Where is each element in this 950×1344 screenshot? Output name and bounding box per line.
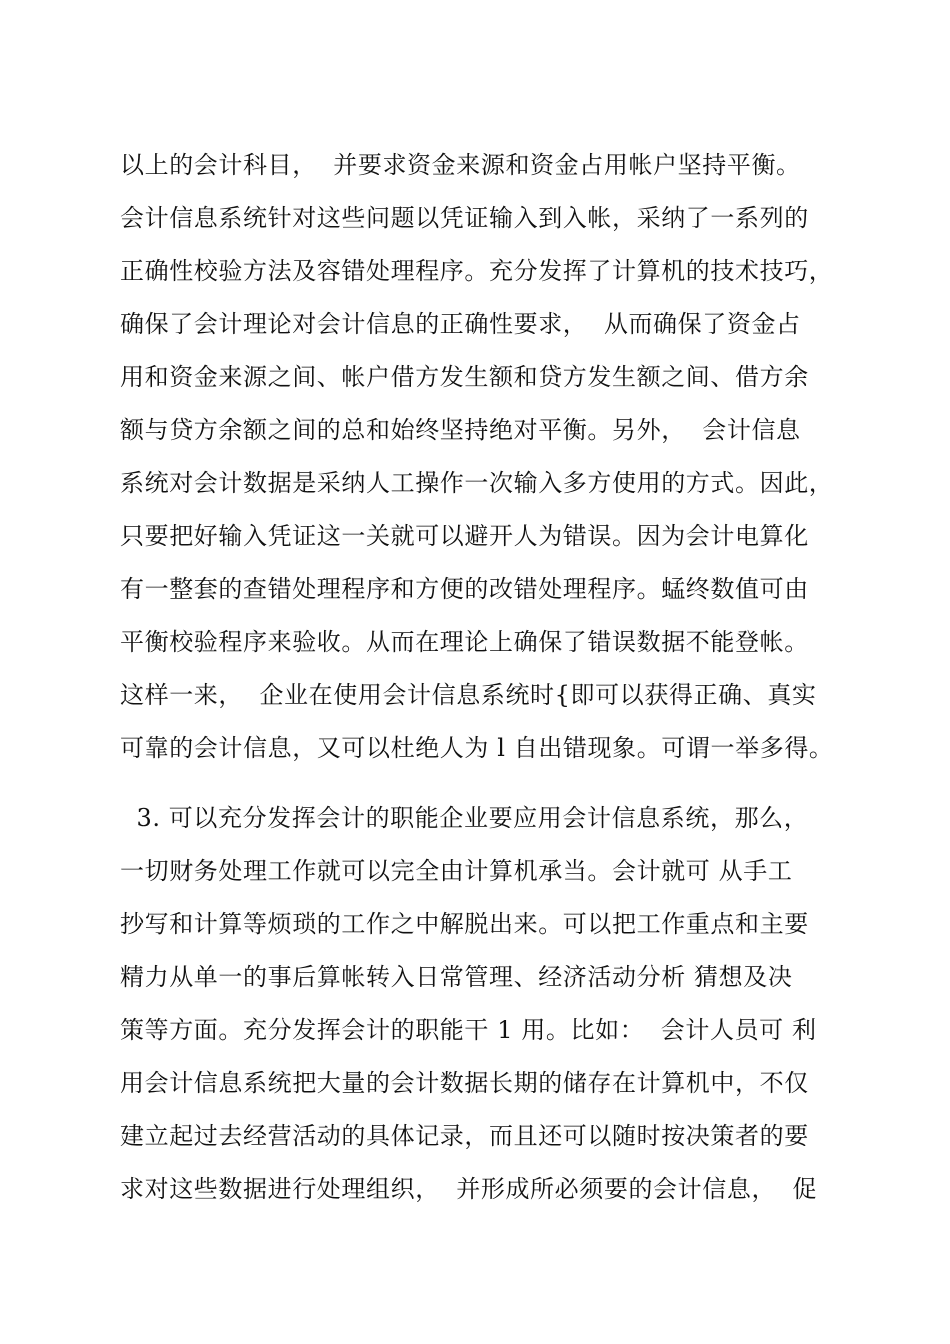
text-line: 正确性校验方法及容错处理程序。充分发挥了计算机的技术技巧，	[120, 257, 834, 285]
text-line: 用会计信息系统把大量的会计数据长期的储存在计算机中，不仅	[120, 1069, 809, 1097]
text-line: 用和资金来源之间、帐户借方发生额和贷方发生额之间、借方余	[120, 363, 809, 391]
text-line: 额与贷方余额之间的总和始终坚持绝对平衡。另外， 会计信息	[120, 416, 801, 444]
text-line: 以上的会计科目， 并要求资金来源和资金占用帐户坚持平衡。	[120, 151, 801, 179]
text-line: 抄写和计算等烦琐的工作之中解脱出来。可以把工作重点和主要	[120, 910, 809, 938]
text-line: 一切财务处理工作就可以完全由计算机承当。会计就可 从手工	[120, 857, 793, 885]
text-line: 策等方面。充分发挥会计的职能干 1 用。比如： 会计人员可 利	[120, 1016, 817, 1044]
text-line: 精力从单一的事后算帐转入日常管理、经济活动分析 猜想及决	[120, 963, 793, 991]
text-line: 系统对会计数据是采纳人工操作一次输入多方使用的方式。因此，	[120, 469, 834, 497]
text-line: 求对这些数据进行处理组织， 并形成所必须要的会计信息， 促	[120, 1175, 818, 1203]
text-line: 会计信息系统针对这些问题以凭证输入到入帐，采纳了一系列的	[120, 204, 809, 232]
text-line: 这样一来， 企业在使用会计信息系统时{即可以获得正确、真实	[120, 681, 817, 709]
text-line: 只要把好输入凭证这一关就可以避开人为错误。因为会计电算化	[120, 522, 809, 550]
text-line: 建立起过去经营活动的具体记录，而且还可以随时按决策者的要	[120, 1122, 809, 1150]
text-line: 3. 可以充分发挥会计的职能企业要应用会计信息系统，那么，	[120, 804, 809, 832]
text-line: 可靠的会计信息，又可以杜绝人为 l 自出错现象。可谓一举多得。	[120, 734, 834, 762]
text-line: 确保了会计理论对会计信息的正确性要求， 从而确保了资金占	[120, 310, 801, 338]
text-line: 有一整套的查错处理程序和方便的改错处理程序。蜢终数值可由	[120, 575, 809, 603]
text-line: 平衡校验程序来验收。从而在理论上确保了错误数据不能登帐。	[120, 628, 809, 656]
